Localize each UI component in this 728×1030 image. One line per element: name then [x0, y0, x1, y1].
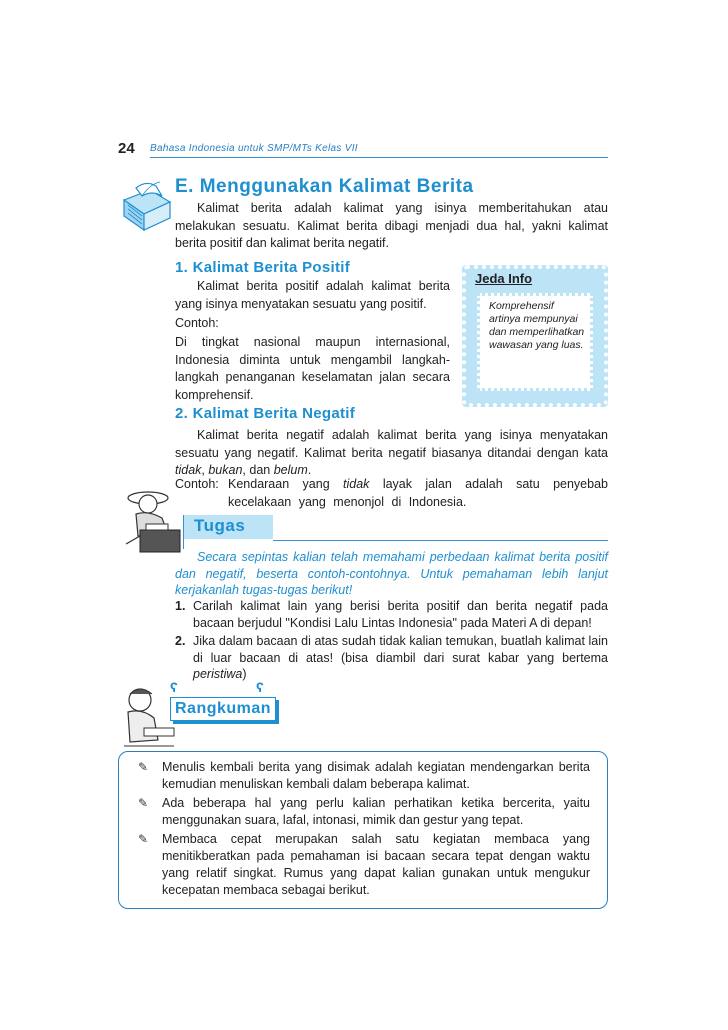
jeda-info-text: Komprehensif artinya mempunyai dan memperlihatkan wawasan yang luas.: [489, 300, 585, 351]
page-number: 24: [118, 140, 135, 157]
rangkuman-list: [138, 759, 590, 901]
tugas-list: [170, 598, 608, 685]
section-title: E. Menggunakan Kalimat Berita: [175, 176, 474, 197]
section-intro: Kalimat berita adalah kalimat yang isinya memberitahukan atau melakukan sesuatu. Kalimat berita dibagi menjadi dua hal, yakni kalimat berita positif dan kalimat berita negatif.: [175, 201, 608, 250]
tugas-intro: Secara sepintas kalian telah memahami perbedaan kalimat berita positif dan negatif, beserta contoh-contohnya. Untuk pemahaman lebih lanjut kerjakanlah tugas-tugas berikut!: [175, 550, 608, 597]
contoh-label: Contoh:: [175, 316, 219, 330]
pen-bullet-icon: ✎: [138, 760, 149, 774]
pen-bullet-icon: ✎: [138, 832, 149, 846]
tugas-divider: [183, 515, 184, 549]
pen-bullet-icon: ✎: [138, 796, 149, 810]
keyword-bukan: bukan: [208, 463, 243, 477]
tugas-title: Tugas: [194, 516, 246, 535]
header-rule: [150, 157, 608, 158]
positif-definition: Kalimat berita positif adalah kalimat berita yang isinya menyatakan sesuatu yang positif.: [175, 279, 450, 311]
list-item: ✎ Membaca cepat merupakan salah satu kegiatan membaca yang menitikberatkan pada pemahaman isi bacaan secara tepat dengan waktu yang relatif singkat. Rumus yang dapat kalian gunakan untuk mengukur kecepatan membaca sebagai berikut.: [138, 832, 590, 897]
contoh-label: Contoh:: [175, 477, 219, 491]
tugas-rule: [273, 540, 608, 541]
hanger-left-icon: ʕ: [170, 679, 178, 695]
running-title: Bahasa Indonesia untuk SMP/MTs Kelas VII: [150, 143, 358, 154]
positif-example: Di tingkat nasional maupun internasional, Indonesia diminta untuk mengambil langkah-langkah penanganan keselamatan jalan secara komprehensif.: [175, 335, 450, 402]
hanger-right-icon: ʕ: [256, 679, 264, 695]
books-illustration: [120, 178, 174, 236]
subheading-positif: 1. Kalimat Berita Positif: [175, 259, 351, 276]
keyword-belum: belum: [273, 463, 308, 477]
list-item: 1. Carilah kalimat lain yang berisi berita positif dan berita negatif pada bacaan berjudul "Kondisi Lalu Lintas Indonesia" pada Materi A di depan!: [175, 599, 608, 630]
keyword-tidak: tidak: [175, 463, 202, 477]
list-item: ✎ Ada beberapa hal yang perlu kalian perhatikan ketika bercerita, yaitu menggunakan suara, lafal, intonasi, mimik dan gestur yang tepat.: [138, 796, 590, 827]
subheading-negatif: 2. Kalimat Berita Negatif: [175, 405, 356, 422]
jeda-info-title: Jeda Info: [475, 271, 533, 286]
rangkuman-title: Rangkuman: [170, 697, 276, 721]
list-item: ✎ Menulis kembali berita yang disimak adalah kegiatan mendengarkan berita kemudian menuliskan kembali dalam beberapa kalimat.: [138, 760, 590, 791]
negatif-example: [175, 476, 608, 511]
student-reading-illustration: [118, 684, 176, 754]
negatif-example-text: Kendaraan yang tidak layak jalan adalah satu penyebab kecelakaan yang menonjol di Indonesia.: [228, 477, 608, 509]
list-item: 2. Jika dalam bacaan di atas sudah tidak kalian temukan, buatlah kalimat lain di luar bacaan di atas! (bisa diambil dari surat kabar yang bertema peristiwa): [175, 634, 608, 681]
negatif-definition: Kalimat berita negatif adalah kalimat berita yang isinya menyatakan sesuatu yang negatif. Kalimat berita negatif biasanya ditandai dengan kata tidak, bukan, dan belum.: [175, 428, 608, 477]
